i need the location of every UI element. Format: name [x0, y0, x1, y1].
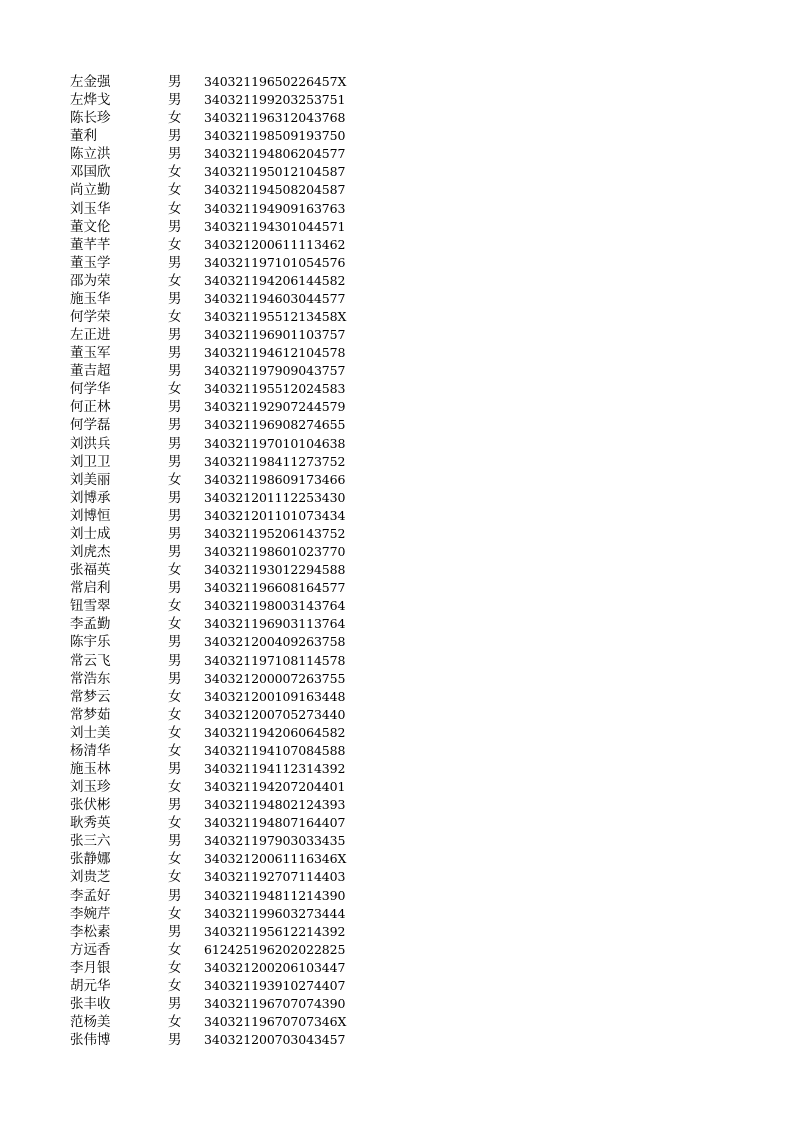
id-number-cell: 340321201112253430 [204, 489, 346, 505]
table-row [70, 236, 370, 254]
name-cell: 董玉军 [70, 345, 111, 362]
name-cell: 董利 [70, 128, 97, 145]
gender-cell: 男 [168, 670, 182, 687]
table-row [70, 127, 370, 145]
table-row [70, 254, 370, 272]
id-number-cell: 340321194301044571 [204, 218, 346, 234]
gender-cell: 女 [168, 941, 182, 958]
name-cell: 常梦茹 [70, 706, 111, 723]
name-cell: 刘卫卫 [70, 453, 111, 470]
gender-cell: 男 [168, 1032, 182, 1049]
table-row [70, 290, 370, 308]
gender-cell: 男 [168, 74, 182, 90]
name-cell: 刘博恒 [70, 507, 111, 524]
name-cell: 何学磊 [70, 417, 111, 434]
id-number-cell: 340321193910274407 [204, 977, 346, 993]
id-number-cell: 340321194207204401 [204, 779, 346, 795]
name-cell: 钮雪翠 [70, 598, 111, 615]
id-number-cell: 340321194508204587 [204, 182, 346, 198]
name-cell: 李婉芹 [70, 905, 111, 922]
name-cell: 施玉华 [70, 290, 111, 307]
id-number-cell: 340321196908274655 [204, 417, 346, 433]
gender-cell: 男 [168, 399, 182, 416]
name-cell: 张静娜 [70, 851, 111, 868]
gender-cell: 男 [168, 760, 182, 777]
table-row [70, 760, 370, 778]
name-cell: 何正林 [70, 399, 111, 416]
table-row [70, 308, 370, 326]
id-number-cell: 340321196707074390 [204, 995, 346, 1011]
gender-cell: 男 [168, 652, 182, 669]
table-row [70, 525, 370, 543]
name-cell: 左正进 [70, 327, 111, 344]
table-row [70, 91, 370, 109]
gender-cell: 女 [168, 616, 182, 633]
id-number-cell: 340321194612104578 [204, 345, 346, 361]
name-cell: 张福英 [70, 562, 111, 579]
name-cell: 耿秀英 [70, 815, 111, 832]
name-cell: 刘虎杰 [70, 544, 111, 561]
gender-cell: 女 [168, 706, 182, 723]
gender-cell: 男 [168, 923, 182, 940]
gender-cell: 女 [168, 381, 182, 398]
table-row [70, 218, 370, 236]
table-row [70, 778, 370, 796]
gender-cell: 女 [168, 182, 182, 199]
name-cell: 常启利 [70, 580, 111, 597]
name-cell: 李孟勤 [70, 616, 111, 633]
table-row [70, 905, 370, 923]
id-number-cell: 340321198609173466 [204, 471, 346, 487]
gender-cell: 男 [168, 327, 182, 344]
records-table [70, 73, 370, 1049]
gender-cell: 女 [168, 164, 182, 181]
name-cell: 陈立洪 [70, 146, 111, 163]
table-row [70, 923, 370, 941]
gender-cell: 女 [168, 959, 182, 976]
table-row [70, 200, 370, 218]
name-cell: 何学华 [70, 381, 111, 398]
gender-cell: 男 [168, 218, 182, 235]
table-row [70, 724, 370, 742]
id-number-cell: 340321194206064582 [204, 724, 346, 740]
id-number-cell: 340321197108114578 [204, 652, 346, 668]
id-number-cell: 340321194806204577 [204, 146, 346, 162]
name-cell: 何学荣 [70, 309, 111, 326]
gender-cell: 男 [168, 489, 182, 506]
id-number-cell: 340321194206144582 [204, 272, 346, 288]
gender-cell: 男 [168, 887, 182, 904]
id-number-cell: 34032119650226457X [204, 74, 347, 89]
table-row [70, 977, 370, 995]
table-row [70, 959, 370, 977]
table-row [70, 453, 370, 471]
table-row [70, 1031, 370, 1049]
gender-cell: 男 [168, 345, 182, 362]
id-number-cell: 340321194811214390 [204, 887, 346, 903]
name-cell: 李月银 [70, 959, 111, 976]
id-number-cell: 340321194909163763 [204, 200, 346, 216]
name-cell: 刘博承 [70, 489, 111, 506]
gender-cell: 男 [168, 146, 182, 163]
gender-cell: 男 [168, 254, 182, 271]
gender-cell: 女 [168, 236, 182, 253]
table-row [70, 941, 370, 959]
table-row [70, 579, 370, 597]
name-cell: 邓国欣 [70, 164, 111, 181]
gender-cell: 男 [168, 833, 182, 850]
id-number-cell: 340321198003143764 [204, 598, 346, 614]
id-number-cell: 340321196903113764 [204, 616, 346, 632]
id-number-cell: 340321200705273440 [204, 706, 346, 722]
gender-cell: 女 [168, 598, 182, 615]
name-cell: 张伏彬 [70, 797, 111, 814]
table-row [70, 706, 370, 724]
table-row [70, 145, 370, 163]
name-cell: 常梦云 [70, 688, 111, 705]
id-number-cell: 340321200611113462 [204, 236, 346, 252]
id-number-cell: 340321194807164407 [204, 815, 346, 831]
name-cell: 陈长珍 [70, 110, 111, 127]
table-row [70, 995, 370, 1013]
id-number-cell: 340321196901103757 [204, 327, 346, 343]
name-cell: 张伟博 [70, 1032, 111, 1049]
id-number-cell: 340321192707114403 [204, 869, 346, 885]
name-cell: 张丰收 [70, 995, 111, 1012]
name-cell: 刘玉华 [70, 200, 111, 217]
id-number-cell: 340321197010104638 [204, 435, 346, 451]
name-cell: 陈宇乐 [70, 634, 111, 651]
table-row [70, 597, 370, 615]
name-cell: 李松素 [70, 923, 111, 940]
table-row [70, 362, 370, 380]
table-row [70, 73, 370, 91]
gender-cell: 女 [168, 779, 182, 796]
name-cell: 刘贵芝 [70, 869, 111, 886]
id-number-cell: 340321195012104587 [204, 164, 346, 180]
id-number-cell: 612425196202022825 [204, 941, 346, 957]
name-cell: 刘士美 [70, 724, 111, 741]
table-row [70, 561, 370, 579]
name-cell: 刘士成 [70, 525, 111, 542]
table-row [70, 326, 370, 344]
table-row [70, 163, 370, 181]
id-number-cell: 340321192907244579 [204, 399, 346, 415]
name-cell: 常云飞 [70, 652, 111, 669]
id-number-cell: 340321198509193750 [204, 128, 346, 144]
gender-cell: 女 [168, 562, 182, 579]
name-cell: 常浩东 [70, 670, 111, 687]
name-cell: 李孟好 [70, 887, 111, 904]
name-cell: 刘美丽 [70, 471, 111, 488]
gender-cell: 男 [168, 435, 182, 452]
id-number-cell: 340321197101054576 [204, 254, 346, 270]
gender-cell: 男 [168, 290, 182, 307]
id-number-cell: 340321197903033435 [204, 833, 346, 849]
table-row [70, 742, 370, 760]
gender-cell: 女 [168, 272, 182, 289]
id-number-cell: 34032119670707346X [204, 1014, 347, 1030]
gender-cell: 女 [168, 815, 182, 832]
id-number-cell: 340321196608164577 [204, 580, 346, 596]
id-number-cell: 340321198411273752 [204, 453, 346, 469]
id-number-cell: 340321200409263758 [204, 634, 346, 650]
name-cell: 董玉学 [70, 254, 111, 271]
table-row [70, 272, 370, 290]
name-cell: 张三六 [70, 833, 111, 850]
name-cell: 胡元华 [70, 977, 111, 994]
table-row [70, 1013, 370, 1031]
table-row [70, 181, 370, 199]
id-number-cell: 340321193012294588 [204, 562, 346, 578]
name-cell: 刘玉珍 [70, 779, 111, 796]
gender-cell: 女 [168, 471, 182, 488]
table-row [70, 796, 370, 814]
id-number-cell: 340321200206103447 [204, 959, 346, 975]
gender-cell: 女 [168, 851, 182, 868]
id-number-cell: 340321196312043768 [204, 110, 346, 126]
id-number-cell: 340321194112314392 [204, 760, 346, 776]
gender-cell: 女 [168, 742, 182, 759]
id-number-cell: 340321200109163448 [204, 688, 346, 704]
id-number-cell: 34032120061116346X [204, 851, 347, 867]
gender-cell: 男 [168, 580, 182, 597]
name-cell: 左金强 [70, 74, 111, 90]
id-number-cell: 340321195512024583 [204, 381, 346, 397]
table-row [70, 688, 370, 706]
table-row [70, 543, 370, 561]
table-row [70, 109, 370, 127]
gender-cell: 女 [168, 110, 182, 127]
table-row [70, 850, 370, 868]
gender-cell: 男 [168, 128, 182, 145]
id-number-cell: 340321194107084588 [204, 742, 346, 758]
table-row [70, 615, 370, 633]
gender-cell: 男 [168, 92, 182, 109]
gender-cell: 女 [168, 977, 182, 994]
gender-cell: 女 [168, 1014, 182, 1031]
id-number-cell: 340321194802124393 [204, 797, 346, 813]
name-cell: 杨清华 [70, 742, 111, 759]
gender-cell: 男 [168, 417, 182, 434]
name-cell: 董吉超 [70, 363, 111, 380]
id-number-cell: 340321197909043757 [204, 363, 346, 379]
id-number-cell: 340321201101073434 [204, 507, 346, 523]
table-row [70, 887, 370, 905]
gender-cell: 男 [168, 525, 182, 542]
id-number-cell: 34032119551213458X [204, 309, 347, 325]
name-cell: 范杨美 [70, 1014, 111, 1031]
table-row [70, 868, 370, 886]
name-cell: 方远香 [70, 941, 111, 958]
gender-cell: 女 [168, 309, 182, 326]
name-cell: 施玉林 [70, 760, 111, 777]
name-cell: 尚立勤 [70, 182, 111, 199]
gender-cell: 女 [168, 905, 182, 922]
table-row [70, 416, 370, 434]
table-row [70, 832, 370, 850]
name-cell: 董文伦 [70, 218, 111, 235]
gender-cell: 男 [168, 363, 182, 380]
table-row [70, 489, 370, 507]
id-number-cell: 340321199203253751 [204, 92, 346, 108]
id-number-cell: 340321200007263755 [204, 670, 346, 686]
id-number-cell: 340321198601023770 [204, 544, 346, 560]
gender-cell: 男 [168, 544, 182, 561]
name-cell: 刘洪兵 [70, 435, 111, 452]
gender-cell: 女 [168, 869, 182, 886]
table-row [70, 380, 370, 398]
id-number-cell: 340321199603273444 [204, 905, 346, 921]
table-row [70, 398, 370, 416]
id-number-cell: 340321200703043457 [204, 1032, 346, 1048]
name-cell: 左烨戈 [70, 92, 111, 109]
gender-cell: 男 [168, 995, 182, 1012]
gender-cell: 女 [168, 724, 182, 741]
gender-cell: 男 [168, 797, 182, 814]
table-row [70, 344, 370, 362]
gender-cell: 男 [168, 634, 182, 651]
id-number-cell: 340321194603044577 [204, 290, 346, 306]
table-row [70, 507, 370, 525]
gender-cell: 男 [168, 453, 182, 470]
table-row [70, 471, 370, 489]
table-row [70, 652, 370, 670]
table-row [70, 670, 370, 688]
name-cell: 董芊芊 [70, 236, 111, 253]
gender-cell: 男 [168, 507, 182, 524]
table-row [70, 435, 370, 453]
table-row [70, 814, 370, 832]
id-number-cell: 340321195612214392 [204, 923, 346, 939]
gender-cell: 女 [168, 200, 182, 217]
id-number-cell: 340321195206143752 [204, 525, 346, 541]
table-row [70, 633, 370, 651]
name-cell: 邵为荣 [70, 272, 111, 289]
gender-cell: 女 [168, 688, 182, 705]
